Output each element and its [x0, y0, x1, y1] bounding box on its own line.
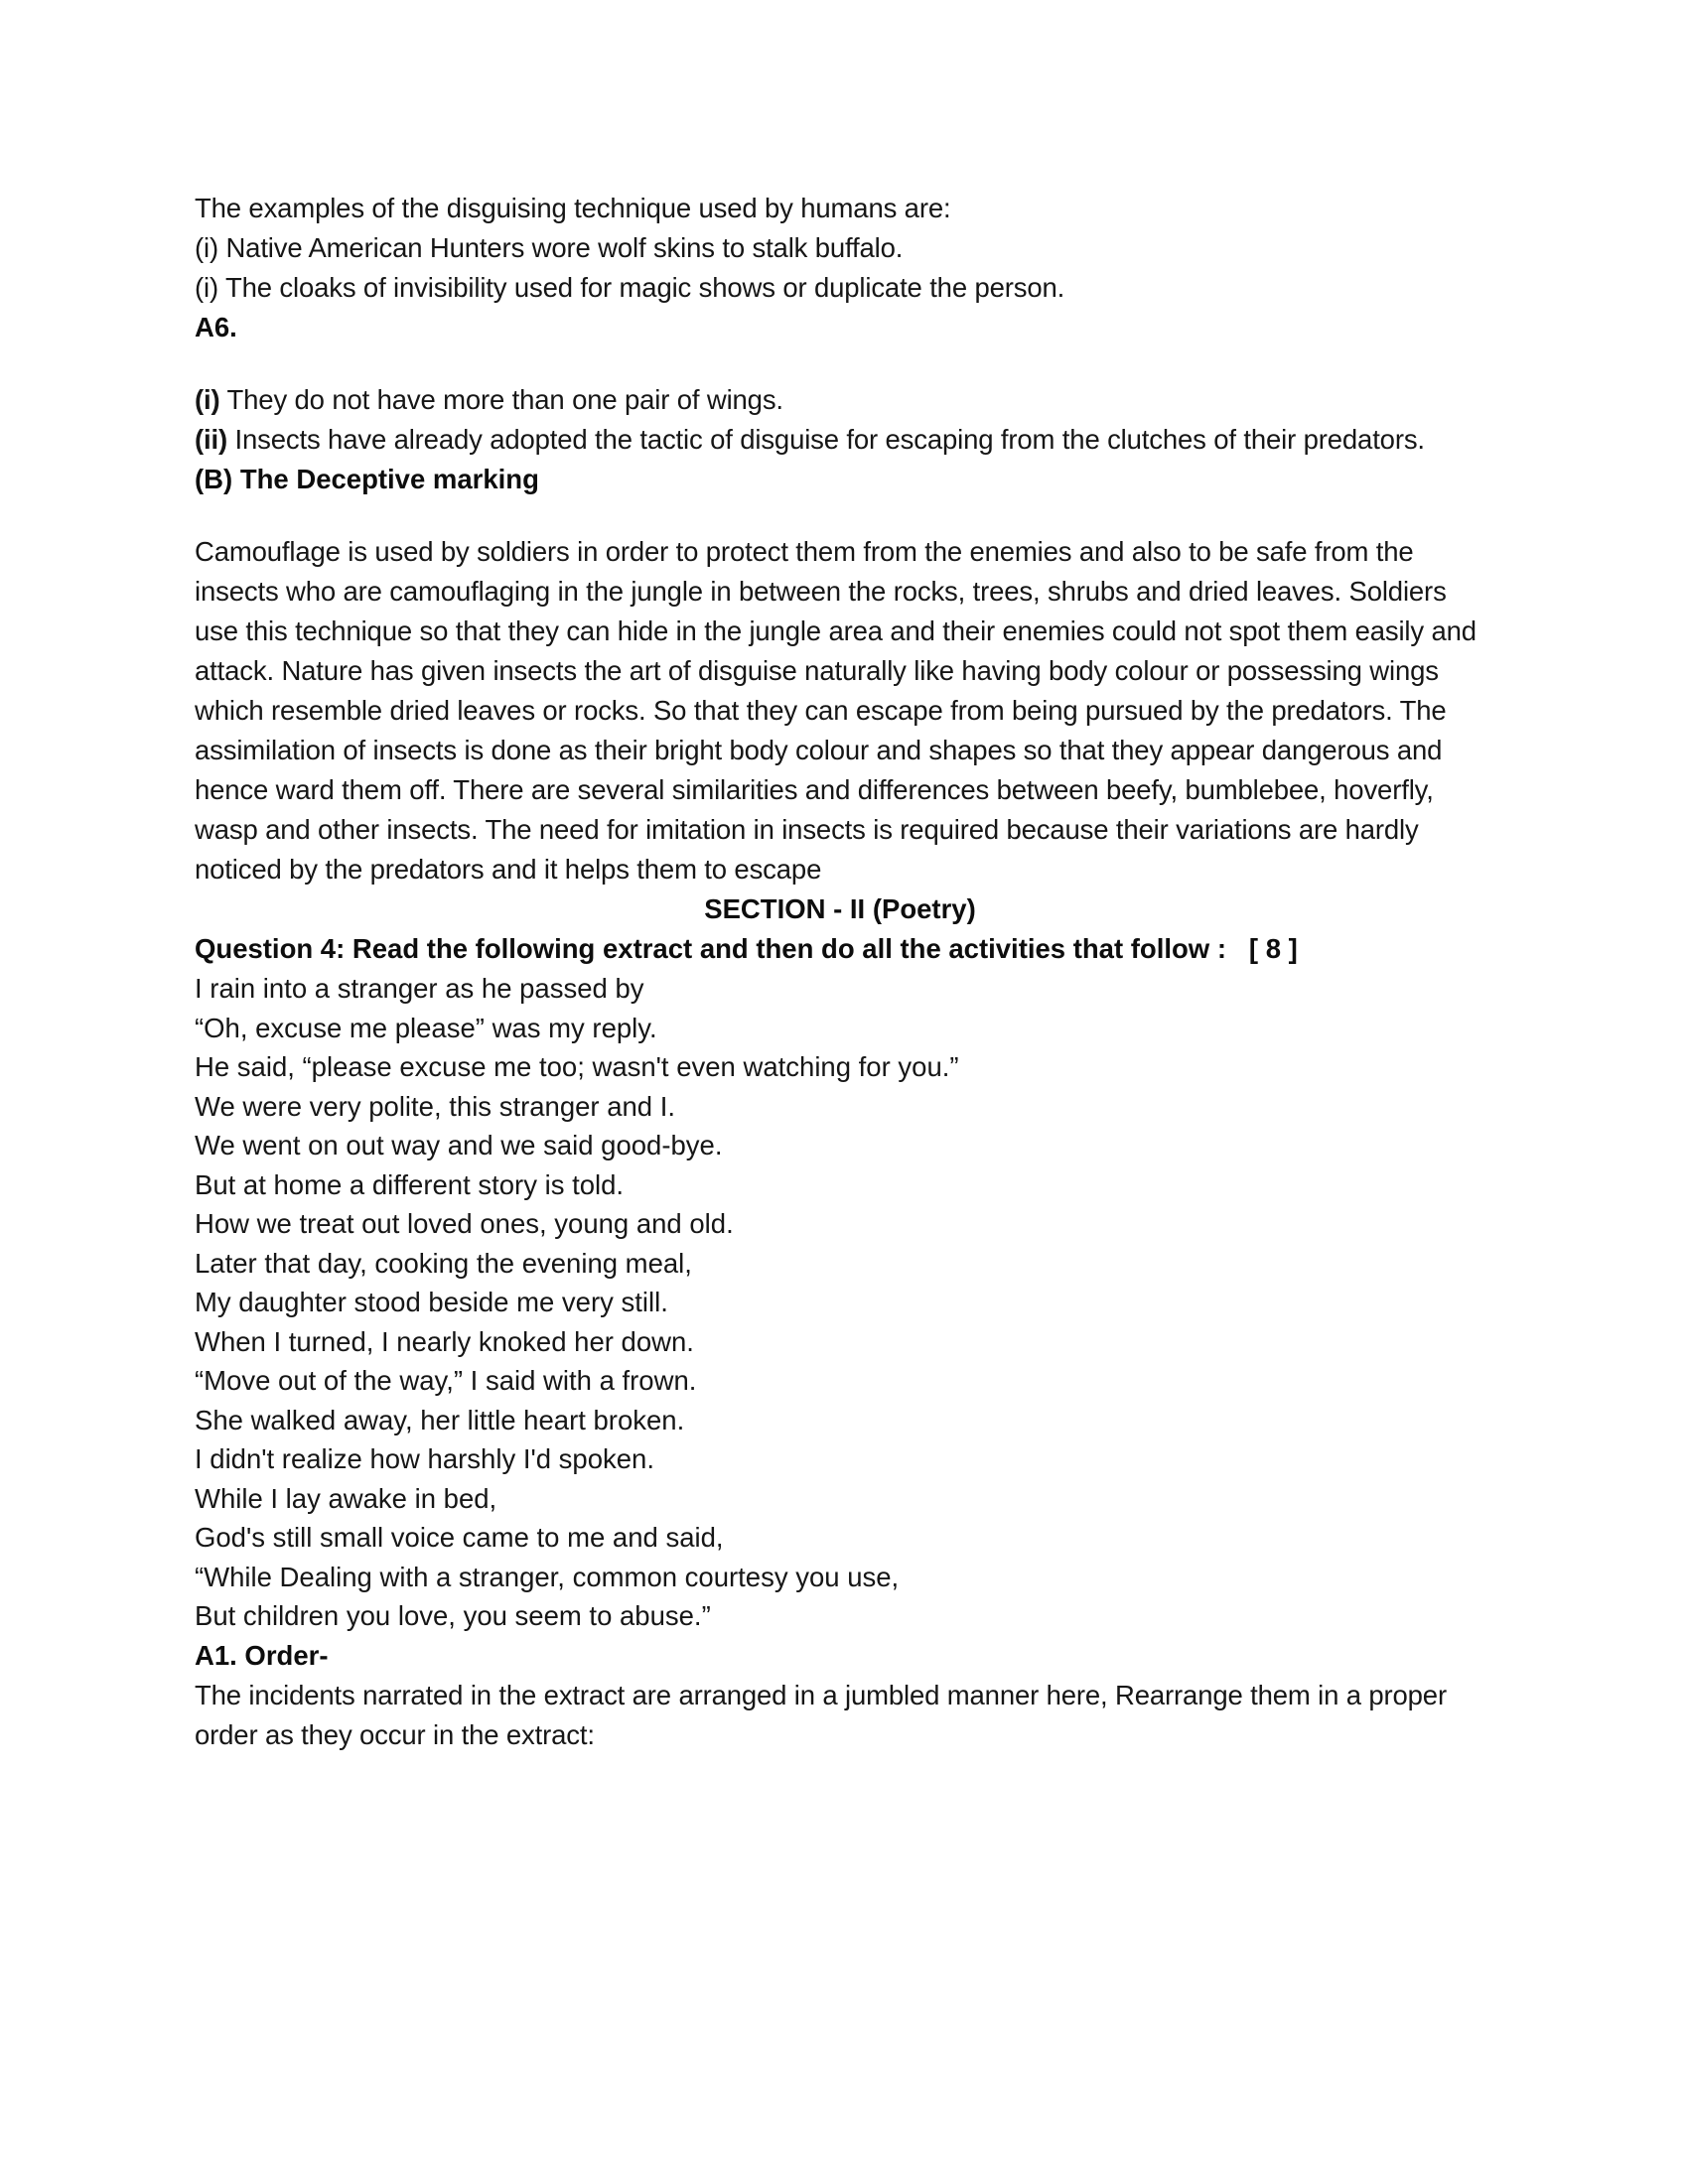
poem-line: She walked away, her little heart broken. [195, 1404, 685, 1435]
intro-item-1: (i) Native American Hunters wore wolf skins to stalk buffalo. [195, 232, 904, 263]
camouflage-paragraph: Camouflage is used by soldiers in order to protect them from the enemies and also to be safe from the insects who are camouflaging in the jungle in between the rocks, trees, shrubs and dried leaves. Soldiers use this technique so that they can hide in the jungle area and their enemies could not spot them easily and attack. Nature has given insects the art of disguise naturally like having body colour or possessing wings which resemble dried leaves or rocks. So that they can escape from being pursued by the predators. The assimilation of insects is done as their bright body colour and shapes so that they appear dangerous and hence ward them off. There are several similarities and differences between beefy, bumblebee, hoverfly, wasp and other insects. The need for imitation in insects is required because their variations are hardly noticed by the predators and it helps them to escape [195, 536, 1477, 885]
section-two-title: SECTION - II (Poetry) [704, 893, 976, 924]
answer-6-point-2-text: Insects have already adopted the tactic of disguise for escaping from the clutches of their predators. [227, 424, 1425, 455]
question-4-prompt: Question 4: Read the following extract and then do all the activities that follow : [195, 933, 1226, 964]
poem-line: But children you love, you seem to abuse.” [195, 1600, 711, 1631]
poem-line: He said, “please excuse me too; wasn't even watching for you.” [195, 1051, 959, 1082]
question-4-marks: [ 8 ] [1248, 933, 1298, 964]
activity-a1-instruction: The incidents narrated in the extract are arranged in a jumbled manner here, Rearrange them in a proper order as they occur in the extract: [195, 1679, 1447, 1750]
poem-line: “Oh, excuse me please” was my reply. [195, 1012, 657, 1043]
answer-6-point-1-marker: (i) [195, 384, 220, 415]
question-4-marks-spacer [1226, 933, 1249, 964]
poem-line: God's still small voice came to me and said, [195, 1522, 724, 1553]
answer-6-point-2-marker: (ii) [195, 424, 227, 455]
part-b-heading: (B) The Deceptive marking [195, 464, 539, 494]
poem-extract [195, 969, 1485, 1636]
activity-a1-heading: A1. Order- [195, 1639, 329, 1671]
intro-lead-line: The examples of the disguising technique used by humans are: [195, 193, 951, 223]
answer-6-point-1 [195, 380, 1485, 420]
poem-line: But at home a different story is told. [195, 1168, 625, 1200]
poem-line: While I lay awake in bed, [195, 1482, 497, 1514]
answer-6-point-2 [195, 420, 1485, 460]
poem-line: When I turned, I nearly knoked her down. [195, 1325, 694, 1357]
poem-line: We went on out way and we said good-bye. [195, 1130, 723, 1160]
answer-6-label: A6. [195, 312, 237, 342]
poem-line: We were very polite, this stranger and I. [195, 1090, 676, 1122]
poem-line: I rain into a stranger as he passed by [195, 973, 644, 1004]
poem-line: “While Dealing with a stranger, common courtesy you use, [195, 1561, 900, 1592]
intro-item-2: (i) The cloaks of invisibility used for magic shows or duplicate the person. [195, 272, 1065, 303]
page-content [195, 189, 1485, 1755]
poem-line: How we treat out loved ones, young and old. [195, 1208, 734, 1239]
poem-line: My daughter stood beside me very still. [195, 1287, 668, 1317]
poem-line: “Move out of the way,” I said with a frown. [195, 1365, 697, 1396]
answer-6-point-1-text: They do not have more than one pair of wings. [219, 384, 783, 415]
question-4-line [195, 929, 1485, 969]
poem-line: Later that day, cooking the evening meal, [195, 1247, 692, 1279]
poem-line: I didn't realize how harshly I'd spoken. [195, 1443, 654, 1474]
